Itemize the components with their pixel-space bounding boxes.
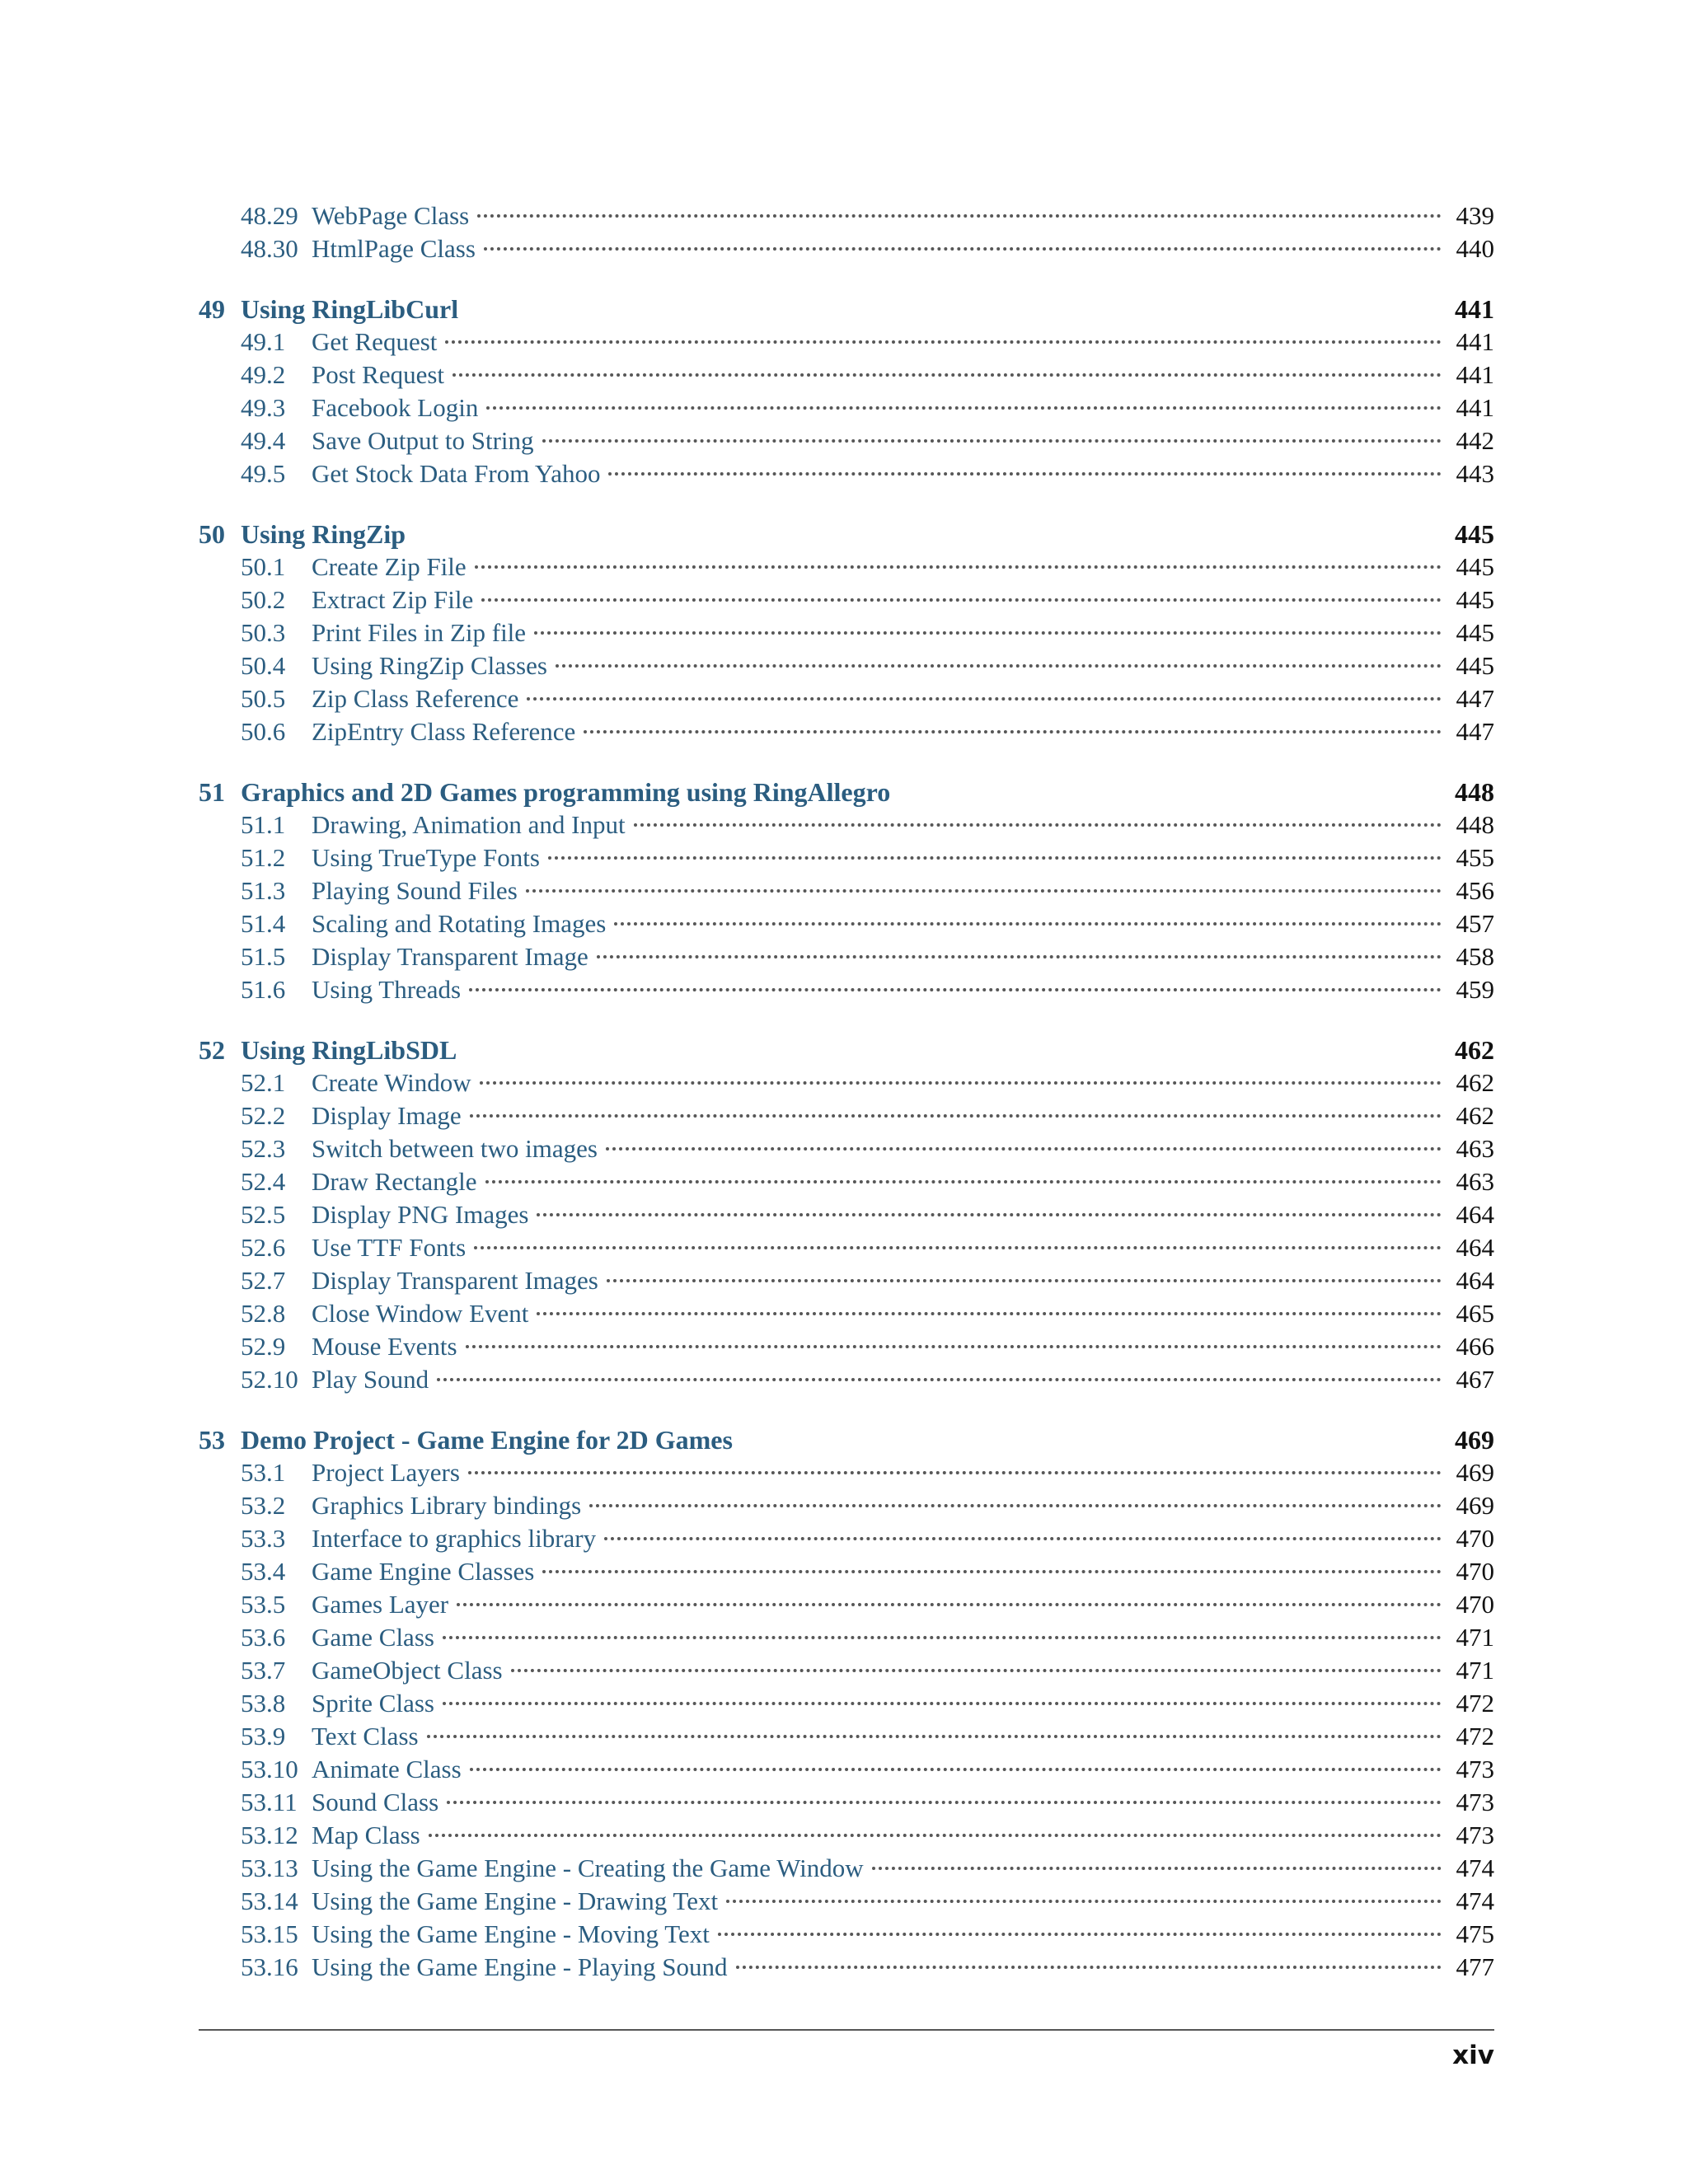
section-page-number[interactable]: 441 <box>1456 393 1494 422</box>
toc-entry[interactable] <box>199 583 1494 616</box>
dot-leader <box>427 1735 1442 1738</box>
toc-entry[interactable] <box>199 1720 1494 1753</box>
toc-entry[interactable] <box>199 1555 1494 1588</box>
toc-entry[interactable] <box>199 199 1494 232</box>
section-page-number[interactable]: 448 <box>1456 810 1494 839</box>
dot-leader <box>542 439 1442 443</box>
section-page-number[interactable]: 471 <box>1456 1623 1494 1652</box>
section-page-number[interactable]: 475 <box>1456 1919 1494 1948</box>
section-number: 49.4 <box>241 426 286 455</box>
chapter-page-number[interactable]: 462 <box>1455 1035 1494 1065</box>
section-number: 53.13 <box>241 1854 298 1882</box>
section-title[interactable]: Text Class <box>312 1722 419 1750</box>
dot-leader <box>469 988 1442 991</box>
section-title[interactable]: Project Layers <box>312 1458 460 1487</box>
dot-leader <box>584 730 1442 733</box>
toc-entry[interactable] <box>199 1489 1494 1522</box>
dot-leader <box>608 472 1442 476</box>
toc-chapter <box>199 1033 1494 1396</box>
dot-leader <box>606 1147 1442 1151</box>
section-number: 52.3 <box>241 1134 286 1163</box>
dot-leader <box>607 1279 1442 1282</box>
footer-rule <box>199 2029 1494 2031</box>
section-title[interactable]: Graphics Library bindings <box>312 1491 582 1520</box>
section-title[interactable]: Game Class <box>312 1623 434 1652</box>
section-title[interactable]: Using TrueType Fonts <box>312 843 540 872</box>
toc-entry[interactable] <box>199 1852 1494 1885</box>
chapter-title[interactable]: Graphics and 2D Games programming using RingAllegro <box>241 777 891 807</box>
toc-chapter <box>199 776 1494 1006</box>
section-title[interactable]: Switch between two images <box>312 1134 598 1163</box>
section-number: 51.5 <box>241 942 286 971</box>
section-number: 52.4 <box>241 1167 286 1196</box>
section-title[interactable]: Play Sound <box>312 1365 429 1394</box>
section-page-number[interactable]: 445 <box>1456 618 1494 647</box>
dot-leader <box>486 406 1442 410</box>
section-number: 53.5 <box>241 1590 286 1619</box>
dot-leader <box>470 1768 1442 1771</box>
section-number: 53.4 <box>241 1557 286 1586</box>
section-title[interactable]: WebPage Class <box>312 201 470 230</box>
toc-entry[interactable] <box>199 359 1494 391</box>
toc-entry[interactable] <box>199 1264 1494 1297</box>
section-title[interactable]: Facebook Login <box>312 393 479 422</box>
section-title[interactable]: Zip Class Reference <box>312 684 519 713</box>
section-title[interactable]: Using the Game Engine - Drawing Text <box>312 1886 719 1915</box>
section-title[interactable]: GameObject Class <box>312 1656 503 1685</box>
section-page-number[interactable]: 465 <box>1456 1299 1494 1328</box>
section-page-number[interactable]: 471 <box>1456 1656 1494 1685</box>
chapter-number: 49 <box>199 294 225 324</box>
dot-leader <box>457 1603 1442 1606</box>
toc-chapter-heading[interactable] <box>199 518 1494 551</box>
dot-leader <box>527 697 1442 701</box>
toc-chapter-heading[interactable] <box>199 293 1494 326</box>
dot-leader <box>526 889 1442 893</box>
section-page-number[interactable]: 474 <box>1456 1886 1494 1915</box>
dot-leader <box>589 1504 1442 1507</box>
section-page-number[interactable]: 464 <box>1456 1200 1494 1229</box>
dot-leader <box>480 1081 1442 1085</box>
section-title[interactable]: Sound Class <box>312 1788 439 1816</box>
section-page-number[interactable]: 473 <box>1456 1821 1494 1849</box>
section-number: 50.5 <box>241 684 286 713</box>
section-title[interactable]: Post Request <box>312 360 445 389</box>
section-title[interactable]: Save Output to String <box>312 426 534 455</box>
section-number: 53.8 <box>241 1689 286 1718</box>
dot-leader <box>484 247 1442 251</box>
section-title[interactable]: Close Window Event <box>312 1299 529 1328</box>
section-page-number[interactable]: 440 <box>1456 234 1494 263</box>
section-page-number[interactable]: 462 <box>1456 1068 1494 1097</box>
section-title[interactable]: Game Engine Classes <box>312 1557 535 1586</box>
section-title[interactable]: Display Transparent Images <box>312 1266 598 1295</box>
section-number: 53.7 <box>241 1656 286 1685</box>
section-title[interactable]: Display Transparent Image <box>312 942 588 971</box>
toc-entry[interactable] <box>199 616 1494 649</box>
section-page-number[interactable]: 459 <box>1456 975 1494 1004</box>
section-number: 50.6 <box>241 717 286 746</box>
chapter-page-number[interactable]: 445 <box>1455 519 1494 549</box>
toc-entry[interactable] <box>199 1687 1494 1720</box>
section-title[interactable]: Use TTF Fonts <box>312 1233 467 1262</box>
toc-chapter <box>199 199 1494 265</box>
section-number: 53.3 <box>241 1524 286 1553</box>
section-number: 51.1 <box>241 810 286 839</box>
toc-chapter-heading[interactable] <box>199 776 1494 808</box>
dot-leader <box>542 1570 1442 1573</box>
chapter-title[interactable]: Using RingZip <box>241 519 406 549</box>
dot-leader <box>537 1312 1442 1315</box>
section-number: 53.12 <box>241 1821 298 1849</box>
toc-entry[interactable] <box>199 874 1494 907</box>
dot-leader <box>470 1114 1442 1118</box>
chapter-number: 51 <box>199 777 225 807</box>
toc-entry[interactable] <box>199 808 1494 841</box>
chapter-title[interactable]: Using RingLibCurl <box>241 294 459 324</box>
section-title[interactable]: Get Stock Data From Yahoo <box>312 459 601 488</box>
section-page-number[interactable]: 470 <box>1456 1590 1494 1619</box>
toc-entry[interactable] <box>199 1951 1494 1984</box>
section-page-number[interactable]: 441 <box>1456 360 1494 389</box>
dot-leader <box>429 1834 1442 1837</box>
dot-leader <box>477 214 1442 218</box>
section-page-number[interactable]: 457 <box>1456 909 1494 938</box>
toc-entry[interactable] <box>199 551 1494 583</box>
dot-leader <box>872 1867 1442 1870</box>
dot-leader <box>474 1246 1442 1249</box>
chapter-number: 50 <box>199 519 225 549</box>
dot-leader <box>548 856 1442 860</box>
section-page-number[interactable]: 469 <box>1456 1458 1494 1487</box>
section-page-number[interactable]: 458 <box>1456 942 1494 971</box>
toc-entry[interactable] <box>199 1198 1494 1231</box>
toc-entry[interactable] <box>199 424 1494 457</box>
section-page-number[interactable]: 466 <box>1456 1332 1494 1361</box>
dot-leader <box>443 1636 1442 1639</box>
page-number: xiv <box>1452 2041 1494 2070</box>
section-page-number[interactable]: 470 <box>1456 1524 1494 1553</box>
dot-leader <box>604 1537 1442 1540</box>
section-page-number[interactable]: 464 <box>1456 1233 1494 1262</box>
section-page-number[interactable]: 447 <box>1456 717 1494 746</box>
dot-leader <box>718 1933 1442 1936</box>
section-number: 53.6 <box>241 1623 286 1652</box>
section-page-number[interactable]: 472 <box>1456 1689 1494 1718</box>
dot-leader <box>634 823 1442 827</box>
section-number: 50.2 <box>241 585 286 614</box>
toc-entry[interactable] <box>199 232 1494 265</box>
section-number: 53.16 <box>241 1952 298 1981</box>
section-title[interactable]: Scaling and Rotating Images <box>312 909 607 938</box>
section-title[interactable]: Using the Game Engine - Creating the Game Window <box>312 1854 864 1882</box>
section-title[interactable]: Mouse Events <box>312 1332 457 1361</box>
toc-entry[interactable] <box>199 973 1494 1006</box>
section-page-number[interactable]: 470 <box>1456 1557 1494 1586</box>
table-of-contents <box>199 199 1494 2011</box>
section-number: 48.29 <box>241 201 298 230</box>
dot-leader <box>475 565 1442 569</box>
section-number: 53.15 <box>241 1919 298 1948</box>
toc-entry[interactable] <box>199 1819 1494 1852</box>
toc-entry[interactable] <box>199 1621 1494 1654</box>
dot-leader <box>534 631 1442 635</box>
toc-entry[interactable] <box>199 1231 1494 1264</box>
section-page-number[interactable]: 477 <box>1456 1952 1494 1981</box>
section-title[interactable]: Print Files in Zip file <box>312 618 527 647</box>
section-title[interactable]: Display PNG Images <box>312 1200 529 1229</box>
section-page-number[interactable]: 445 <box>1456 585 1494 614</box>
section-number: 50.3 <box>241 618 286 647</box>
dot-leader <box>468 1471 1442 1474</box>
toc-entry[interactable] <box>199 1066 1494 1099</box>
section-number: 49.1 <box>241 327 286 356</box>
dot-leader <box>466 1345 1442 1348</box>
toc-entry[interactable] <box>199 649 1494 682</box>
section-title[interactable]: Games Layer <box>312 1590 449 1619</box>
section-page-number[interactable]: 464 <box>1456 1266 1494 1295</box>
section-title[interactable]: HtmlPage Class <box>312 234 476 263</box>
section-number: 52.6 <box>241 1233 286 1262</box>
chapter-page-number[interactable]: 441 <box>1455 294 1494 324</box>
section-page-number[interactable]: 445 <box>1456 651 1494 680</box>
toc-entry[interactable] <box>199 907 1494 940</box>
section-number: 53.2 <box>241 1491 286 1520</box>
section-page-number[interactable]: 462 <box>1456 1101 1494 1130</box>
dot-leader <box>556 664 1442 668</box>
chapter-number: 52 <box>199 1035 225 1065</box>
dot-leader <box>481 598 1442 602</box>
section-number: 49.2 <box>241 360 286 389</box>
toc-entry[interactable] <box>199 1363 1494 1396</box>
toc-entry[interactable] <box>199 1753 1494 1786</box>
section-number: 53.14 <box>241 1886 298 1915</box>
section-title[interactable]: Using the Game Engine - Playing Sound <box>312 1952 728 1981</box>
dot-leader <box>437 1378 1442 1381</box>
section-page-number[interactable]: 441 <box>1456 327 1494 356</box>
toc-entry[interactable] <box>199 1885 1494 1918</box>
section-number: 52.10 <box>241 1365 298 1394</box>
section-number: 53.11 <box>241 1788 298 1816</box>
section-number: 51.2 <box>241 843 286 872</box>
section-number: 52.2 <box>241 1101 286 1130</box>
section-page-number[interactable]: 467 <box>1456 1365 1494 1394</box>
section-number: 51.6 <box>241 975 286 1004</box>
chapter-title[interactable]: Demo Project - Game Engine for 2D Games <box>241 1425 733 1455</box>
toc-entry[interactable] <box>199 1588 1494 1621</box>
section-page-number[interactable]: 455 <box>1456 843 1494 872</box>
dot-leader <box>614 922 1442 926</box>
section-title[interactable]: Using Threads <box>312 975 462 1004</box>
toc-chapter <box>199 293 1494 490</box>
section-title[interactable]: Interface to graphics library <box>312 1524 597 1553</box>
section-title[interactable]: Animate Class <box>312 1755 462 1783</box>
section-number: 51.3 <box>241 876 286 905</box>
dot-leader <box>736 1966 1442 1969</box>
section-page-number[interactable]: 439 <box>1456 201 1494 230</box>
section-title[interactable]: Sprite Class <box>312 1689 434 1718</box>
section-number: 52.1 <box>241 1068 286 1097</box>
section-title[interactable]: ZipEntry Class Reference <box>312 717 576 746</box>
dot-leader <box>445 340 1442 344</box>
dot-leader <box>485 1180 1442 1183</box>
section-page-number[interactable]: 456 <box>1456 876 1494 905</box>
toc-entry[interactable] <box>199 1132 1494 1165</box>
dot-leader <box>537 1213 1442 1216</box>
section-title[interactable]: Draw Rectangle <box>312 1167 477 1196</box>
toc-entry[interactable] <box>199 457 1494 490</box>
section-number: 52.5 <box>241 1200 286 1229</box>
section-number: 52.8 <box>241 1299 286 1328</box>
toc-entry[interactable] <box>199 682 1494 715</box>
toc-entry[interactable] <box>199 1099 1494 1132</box>
section-page-number[interactable]: 463 <box>1456 1167 1494 1196</box>
section-number: 49.5 <box>241 459 286 488</box>
section-number: 48.30 <box>241 234 298 263</box>
section-title[interactable]: Create Window <box>312 1068 471 1097</box>
toc-entry[interactable] <box>199 1297 1494 1330</box>
toc-entry[interactable] <box>199 715 1494 748</box>
section-title[interactable]: Display Image <box>312 1101 462 1130</box>
toc-entry[interactable] <box>199 1786 1494 1819</box>
section-page-number[interactable]: 473 <box>1456 1755 1494 1783</box>
section-number: 52.9 <box>241 1332 286 1361</box>
chapter-title[interactable]: Using RingLibSDL <box>241 1035 457 1065</box>
section-number: 50.4 <box>241 651 286 680</box>
section-title[interactable]: Map Class <box>312 1821 420 1849</box>
chapter-number: 53 <box>199 1425 225 1455</box>
section-page-number[interactable]: 472 <box>1456 1722 1494 1750</box>
section-number: 53.1 <box>241 1458 286 1487</box>
toc-chapter <box>199 518 1494 748</box>
toc-entry[interactable] <box>199 841 1494 874</box>
chapter-page-number[interactable]: 448 <box>1455 777 1494 807</box>
dot-leader <box>443 1702 1442 1705</box>
dot-leader <box>452 373 1442 377</box>
toc-chapter <box>199 1423 1494 1984</box>
section-page-number[interactable]: 463 <box>1456 1134 1494 1163</box>
section-title[interactable]: Playing Sound Files <box>312 876 518 905</box>
chapter-page-number[interactable]: 469 <box>1455 1425 1494 1455</box>
toc-entry[interactable] <box>199 1522 1494 1555</box>
toc-entry[interactable] <box>199 391 1494 424</box>
section-page-number[interactable]: 447 <box>1456 684 1494 713</box>
section-number: 50.1 <box>241 552 286 581</box>
dot-leader <box>511 1669 1442 1672</box>
toc-chapter-heading[interactable] <box>199 1423 1494 1456</box>
section-title[interactable]: Get Request <box>312 327 438 356</box>
section-title[interactable]: Extract Zip File <box>312 585 474 614</box>
section-page-number[interactable]: 474 <box>1456 1854 1494 1882</box>
section-page-number[interactable]: 442 <box>1456 426 1494 455</box>
dot-leader <box>447 1801 1442 1804</box>
section-title[interactable]: Using the Game Engine - Moving Text <box>312 1919 710 1948</box>
toc-entry[interactable] <box>199 1330 1494 1363</box>
section-title[interactable]: Create Zip File <box>312 552 467 581</box>
section-title[interactable]: Drawing, Animation and Input <box>312 810 626 839</box>
dot-leader <box>597 955 1442 958</box>
section-page-number[interactable]: 469 <box>1456 1491 1494 1520</box>
section-page-number[interactable]: 443 <box>1456 459 1494 488</box>
section-page-number[interactable]: 445 <box>1456 552 1494 581</box>
section-number: 52.7 <box>241 1266 286 1295</box>
section-number: 51.4 <box>241 909 286 938</box>
toc-entry[interactable] <box>199 1654 1494 1687</box>
dot-leader <box>726 1900 1442 1903</box>
section-title[interactable]: Using RingZip Classes <box>312 651 547 680</box>
toc-entry[interactable] <box>199 1918 1494 1951</box>
toc-entry[interactable] <box>199 940 1494 973</box>
toc-chapter-heading[interactable] <box>199 1033 1494 1066</box>
section-number: 53.9 <box>241 1722 286 1750</box>
toc-entry[interactable] <box>199 1456 1494 1489</box>
section-number: 49.3 <box>241 393 286 422</box>
section-number: 53.10 <box>241 1755 298 1783</box>
toc-entry[interactable] <box>199 1165 1494 1198</box>
section-page-number[interactable]: 473 <box>1456 1788 1494 1816</box>
toc-entry[interactable] <box>199 326 1494 359</box>
